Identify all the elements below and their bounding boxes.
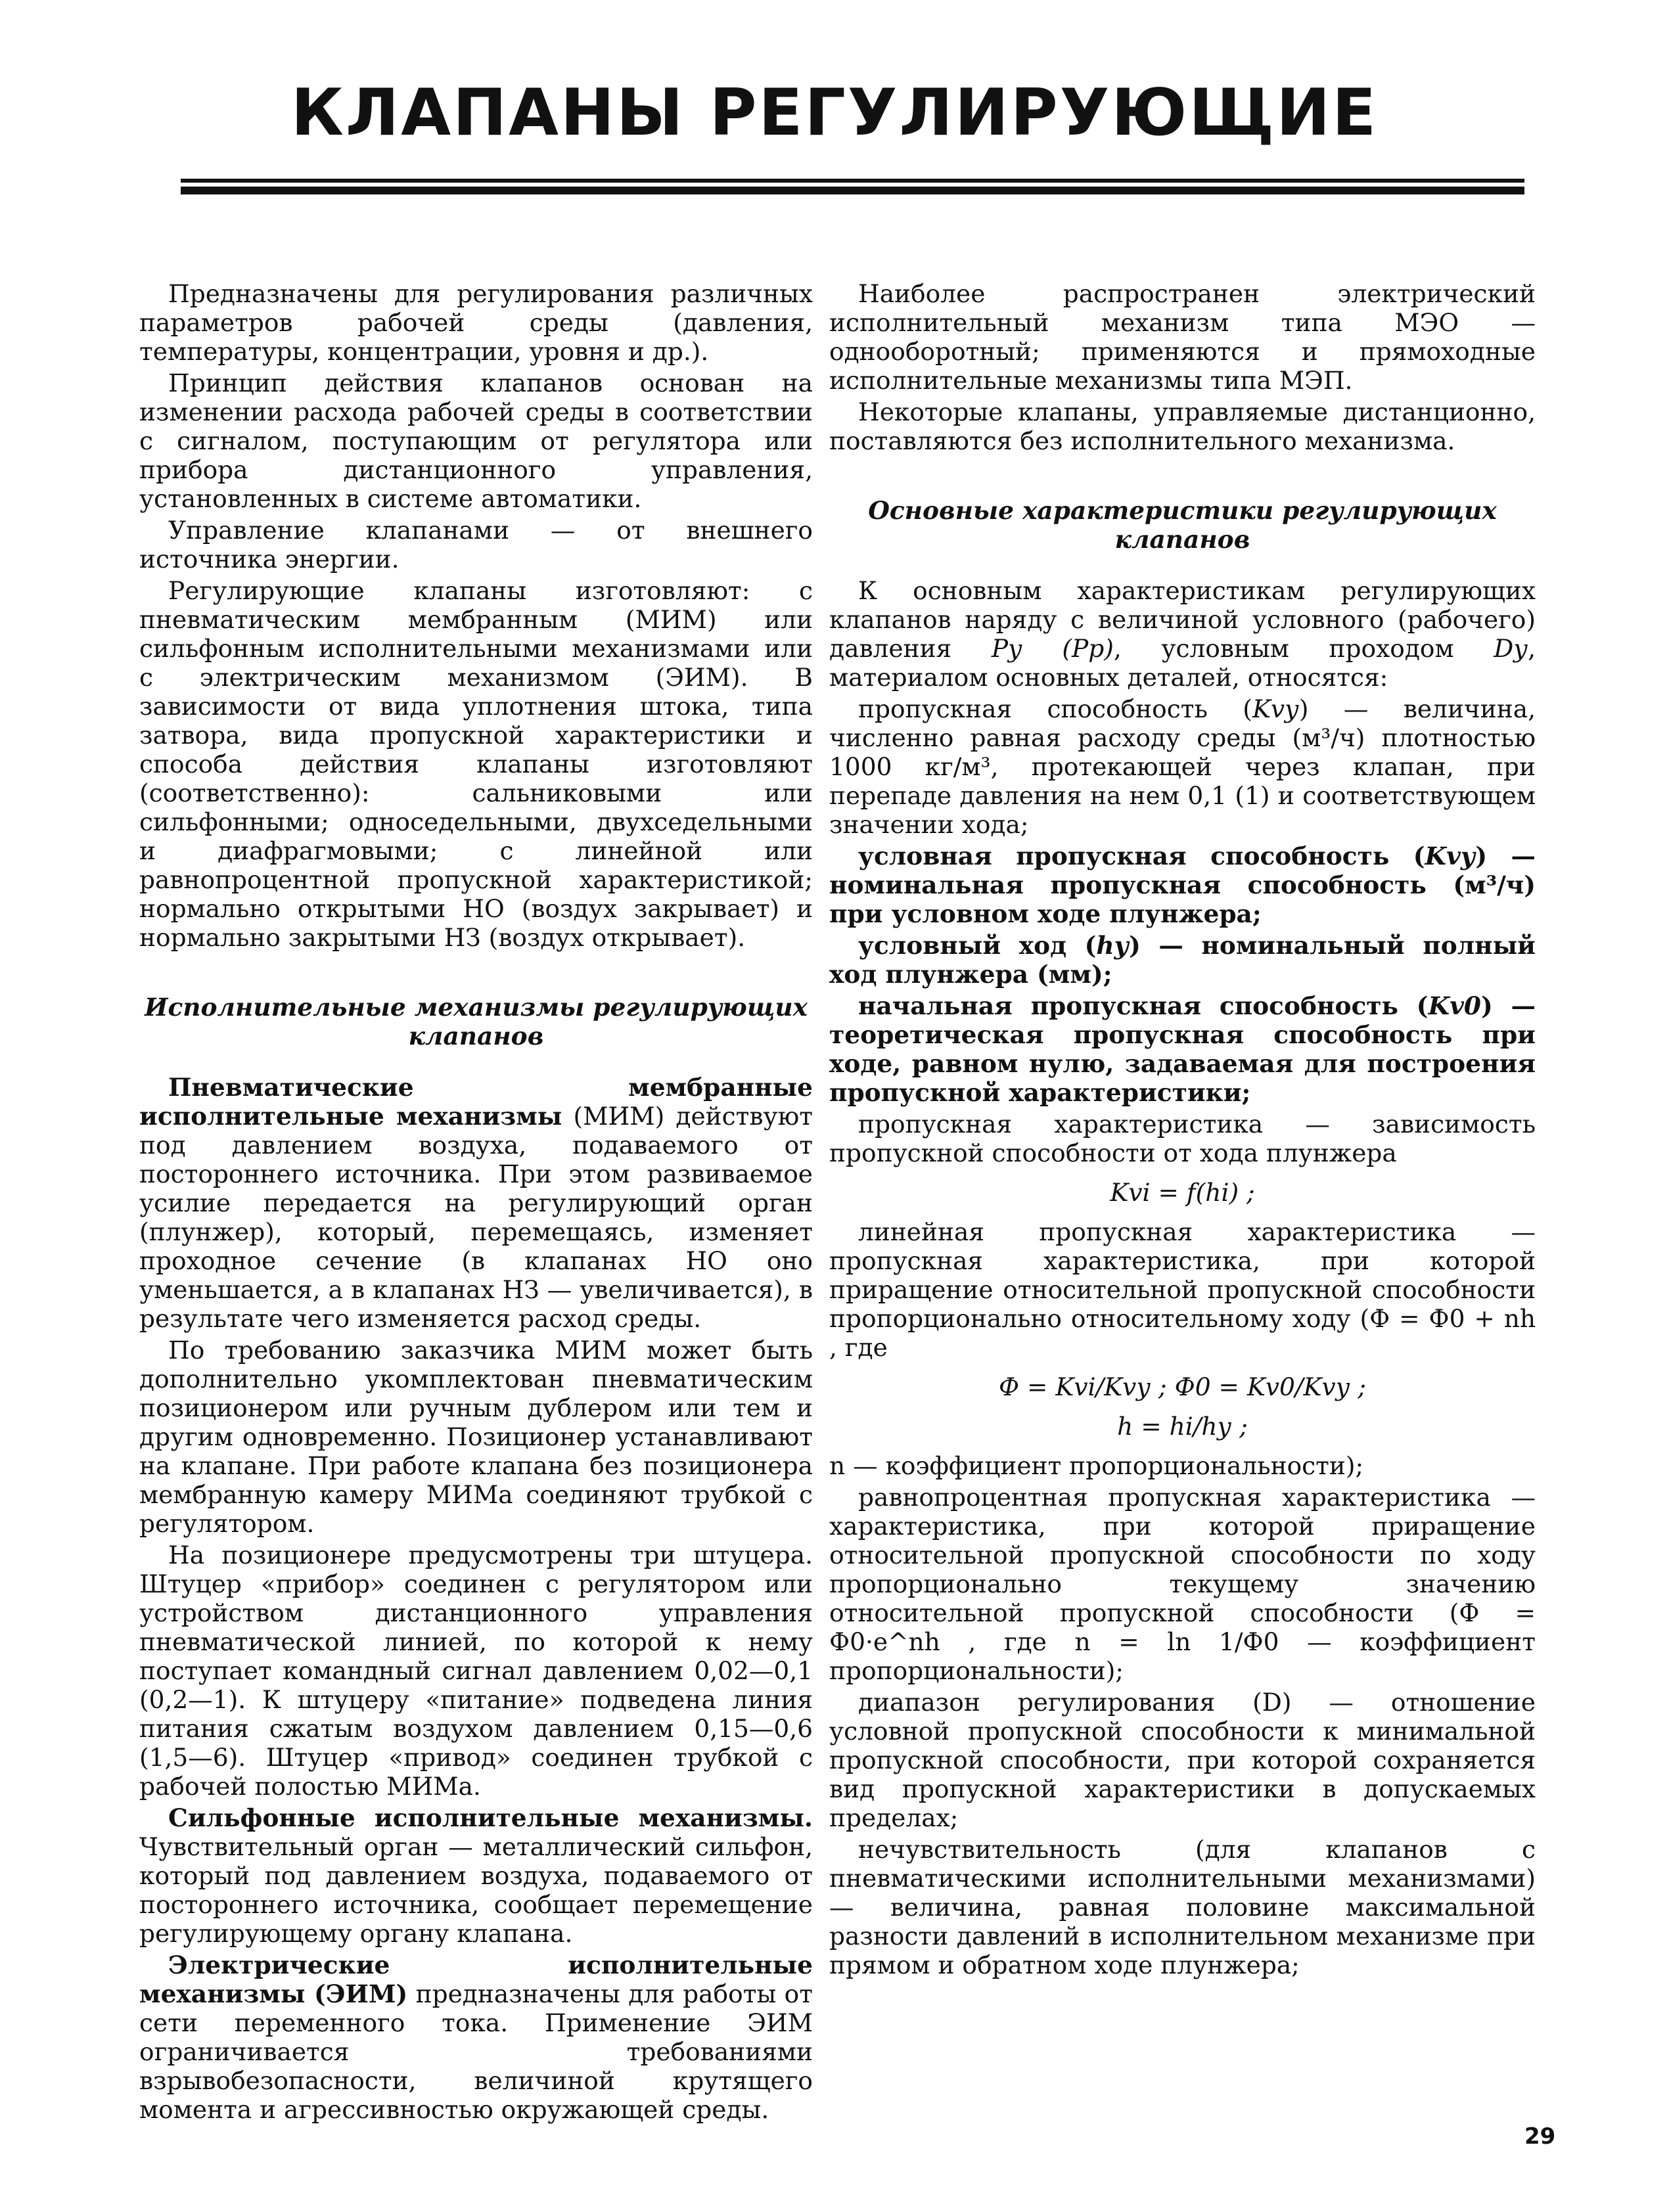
paragraph-types: Регулирующие клапаны изготовляют: с пневматическим мембранным (МИМ) или сильфонным исполнительными механизмами или с электрическим механизмом (ЭИМ). В зависимости от вида уплотнения штока, типа затвора, вида пропускной характеристики и способа действия клапаны изготовляют (соответственно): сальниковыми или сильфонными; односедельными, двухседельными и диафрагмовыми; с линейной или равнопроцентной пропускной характеристикой; нормально открытыми НО (воздух закрывает) и нормально закрытыми НЗ (воздух открывает). <box>139 576 813 952</box>
definition-initial-capacity <box>829 991 1536 1107</box>
symbol-pressure: Pу (Pр) <box>991 634 1114 663</box>
text-segment: пропускная способность ( <box>858 694 1252 723</box>
symbol-kv: Kvу <box>1252 694 1299 723</box>
title-rule-thick <box>181 187 1524 194</box>
definition-equal-percentage: равнопроцентная пропускная характеристика — характеристика, при которой приращение относительной пропускной способности по ходу пропорционально текущему значению относительной пропускной способности (Ф = Ф0·e^nh , где n = ln 1/Ф0 — коэффициент пропорциональности); <box>829 1483 1536 1685</box>
text-segment: ) — номинальная пропускная способность (м³/ч) при условном ходе плунжера; <box>829 842 1536 928</box>
definition-range: диапазон регулирования (D) — отношение условной пропускной способности к минимальной пропускной способности, при которой сохраняется вид пропускной характеристики в допускаемых пределах; <box>829 1688 1536 1832</box>
paragraph-purpose: Предназначены для регулирования различных параметров рабочей среды (давления, температуры, концентрации, уровня и др.). <box>139 279 813 366</box>
formula-phi: Ф = Kvi/Kvу ; Ф0 = Kv0/Kvу ; <box>998 1372 1367 1401</box>
paragraph-bellows <box>139 1803 813 1948</box>
formula-h: h = hi/hу ; <box>1117 1412 1248 1441</box>
right-column <box>829 279 1536 1982</box>
text-segment: ) — величина, численно равная расходу среды (м³/ч) плотностью 1000 кг/м³, протекающей через клапан, при перепаде давления на нем 0,1 (1) и соответствующем значении хода; <box>829 694 1536 839</box>
section-heading-characteristics: Основные характеристики регулирующих клапанов <box>868 496 1497 554</box>
section-heading-actuators: Исполнительные механизмы регулирующих клапанов <box>145 993 808 1050</box>
definition-nominal-capacity <box>829 842 1536 928</box>
page-number: 29 <box>1524 2123 1556 2150</box>
text-segment: ) — номинальный полный ход плунжера (мм); <box>829 931 1536 989</box>
left-column <box>139 279 813 2127</box>
paragraph-pneumatic-term: Пневматические мембранные исполнительные механизмы <box>139 1073 813 1131</box>
paragraph-electric-text: предназначены для работы от сети переменного тока. Применение ЭИМ ограничивается требованиями взрывобезопасности, величиной крутящего момента и агрессивностью окружающей среды. <box>139 1979 813 2124</box>
page-title: КЛАПАНЫ РЕГУЛИРУЮЩИЕ <box>290 76 1379 150</box>
symbol-nominal-bore: Dу <box>1494 634 1528 663</box>
text-segment: , условным проходом <box>1113 634 1494 663</box>
paragraph-control: Управление клапанами — от внешнего источника энергии. <box>139 516 813 574</box>
text-segment: ) — теоретическая пропускная способность при ходе, равном нулю, задаваемая для построения пропускной характеристики; <box>829 991 1536 1107</box>
paragraph-electric-term: Электрические исполнительные механизмы (ЭИМ) <box>139 1951 813 2008</box>
definition-flow-capacity <box>829 694 1536 839</box>
definition-nominal-stroke <box>829 931 1536 989</box>
paragraph-electric <box>139 1951 813 2124</box>
definition-insensitivity: нечувствительность (для клапанов с пневматическими исполнительными механизмами) — величина, равная половине максимальной разности давлений в исполнительном механизме при прямом и обратном ходе плунжера; <box>829 1835 1536 1979</box>
text-segment: К основным характеристикам регулирующих клапанов наряду с величиной условного (рабочего) давления <box>829 576 1536 663</box>
paragraph-pneumatic-text: (МИМ) действуют под давлением воздуха, подаваемого от постороннего источника. При этом развиваемое усилие передается на регулирующий орган (плунжер), который, перемещаясь, изменяет проходное сечение (в клапанах НО оно уменьшается, а в клапанах НЗ — увеличивается), в результате чего изменяется расход среды. <box>139 1102 813 1333</box>
text-segment: , материалом основных деталей, относятся: <box>829 634 1536 692</box>
paragraph-remote: Некоторые клапаны, управляемые дистанционно, поставляются без исполнительного механизма. <box>829 397 1536 455</box>
definition-linear: линейная пропускная характеристика — пропускная характеристика, при которой приращение относительной пропускной способности пропорционально относительному ходу (Ф = Ф0 + nh , где <box>829 1217 1536 1362</box>
text-segment: условная пропускная способность ( <box>858 842 1425 870</box>
text-segment: начальная пропускная способность ( <box>858 991 1429 1020</box>
paragraph-meo: Наиболее распространен электрический исполнительный механизм типа МЭО — однооборотный; применяются и прямоходные исполнительные механизмы типа МЭП. <box>829 279 1536 395</box>
symbol-kvy: Kvу <box>1425 842 1476 870</box>
paragraph-bellows-text: Чувствительный орган — металлический сильфон, который под давлением воздуха, подаваемого от постороннего источника, сообщает перемещение регулирующему органу клапана. <box>139 1832 813 1948</box>
title-rule-thin <box>181 179 1524 183</box>
paragraph-fittings: На позиционере предусмотрены три штуцера. Штуцер «прибор» соединен с регулятором или устройством дистанционного управления пневматической линией, по которой к нему поступает командный сигнал давлением 0,02—0,1 (0,2—1). К штуцеру «питание» подведена линия питания сжатым воздухом давлением 0,15—0,6 (1,5—6). Штуцер «привод» соединен трубкой с рабочей полостью МИМа. <box>139 1541 813 1801</box>
formula-kvi: Kvi = f(hi) ; <box>1110 1178 1255 1207</box>
definition-characteristic: пропускная характеристика — зависимость пропускной способности от хода плунжера <box>829 1110 1536 1167</box>
paragraph-principle: Принцип действия клапанов основан на изменении расхода рабочей среды в соответствии с сигналом, поступающим от регулятора или прибора дистанционного управления, установленных в системе автоматики. <box>139 369 813 513</box>
symbol-kv0: Kv0 <box>1428 991 1481 1020</box>
definition-n: n — коэффициент пропорциональности); <box>829 1451 1364 1480</box>
paragraph-main-characteristics <box>829 576 1536 692</box>
text-segment: условный ход ( <box>858 931 1097 960</box>
paragraph-pneumatic <box>139 1073 813 1333</box>
symbol-hy: hу <box>1096 931 1130 960</box>
paragraph-bellows-term: Сильфонные исполнительные механизмы. <box>168 1803 813 1832</box>
paragraph-positioner: По требованию заказчика МИМ может быть дополнительно укомплектован пневматическим позиционером или ручным дублером или тем и другим одновременно. Позиционер устанавливают на клапане. При работе клапана без позиционера мембранную камеру МИМа соединяют трубкой с регулятором. <box>139 1336 813 1538</box>
